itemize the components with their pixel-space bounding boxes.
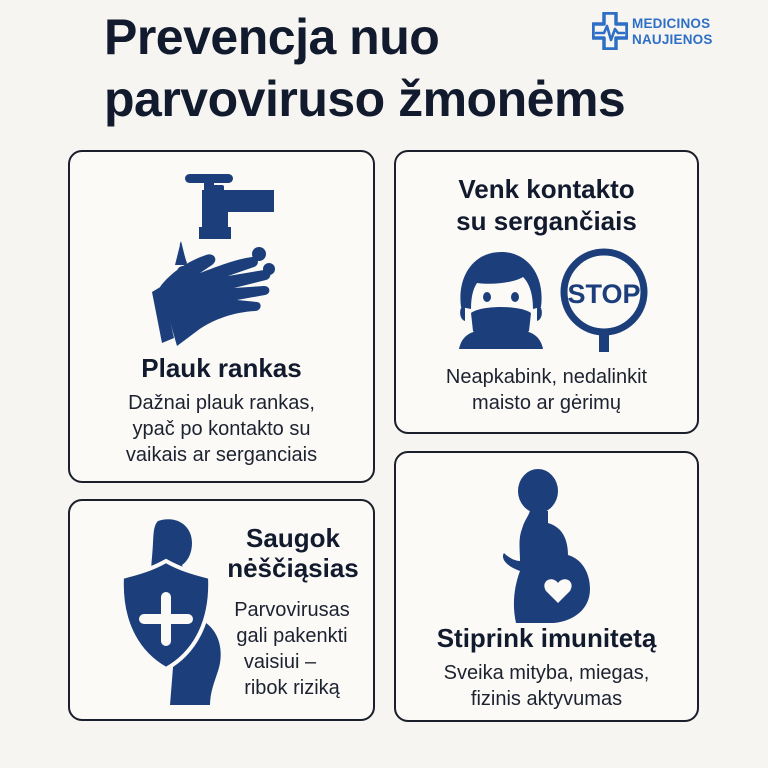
card-body-line: Sveika mityba, miegas, xyxy=(443,662,650,684)
card-heading: Plauk rankas xyxy=(141,353,302,383)
title-line-1: Prevencja nuo xyxy=(104,9,440,65)
card-heading: nėščiąsias xyxy=(227,553,359,583)
medical-cross-pulse-icon xyxy=(592,12,628,50)
card-body-line: Parvovirusas xyxy=(234,599,350,621)
card-heading: Stiprink imunitetą xyxy=(436,623,657,653)
card-wash-hands xyxy=(68,150,375,483)
stop-label: STOP xyxy=(567,279,641,309)
card-body-line: ypač po kontakto su xyxy=(132,418,311,440)
card-protect-pregnant xyxy=(68,499,375,721)
card-avoid-contact xyxy=(394,150,699,434)
card-body-line: ribok riziką xyxy=(244,677,340,699)
card-body-line: gali pakenkti xyxy=(236,625,348,647)
logo-line-2: NAUJIENOS xyxy=(632,32,713,47)
card-body-line: fizinis aktyvumas xyxy=(470,688,623,710)
card-boost-immunity xyxy=(394,451,699,722)
stop-sign-icon xyxy=(558,248,650,356)
pregnant-heart-icon xyxy=(496,467,596,625)
page-title xyxy=(104,6,625,130)
card-body-line: vaisiui – xyxy=(243,651,317,673)
face-mask-icon xyxy=(451,247,551,349)
logo-line-1: MEDICINOS xyxy=(632,16,711,31)
card-body-line: Dažnai plauk rankas, xyxy=(128,392,315,414)
brand-logo xyxy=(592,12,722,54)
card-body-line: vaikais ar serganciais xyxy=(125,444,318,466)
card-heading: su sergančiais xyxy=(456,206,637,236)
card-body-line: maisto ar gėrimų xyxy=(472,392,621,414)
hand-washing-icon xyxy=(152,172,282,347)
card-heading: Venk kontakto xyxy=(458,174,635,204)
card-heading: Saugok xyxy=(246,523,340,553)
title-line-2: parvoviruso žmonėms xyxy=(104,71,626,127)
card-body-line: Neapkabink, nedalinkit xyxy=(445,366,648,388)
